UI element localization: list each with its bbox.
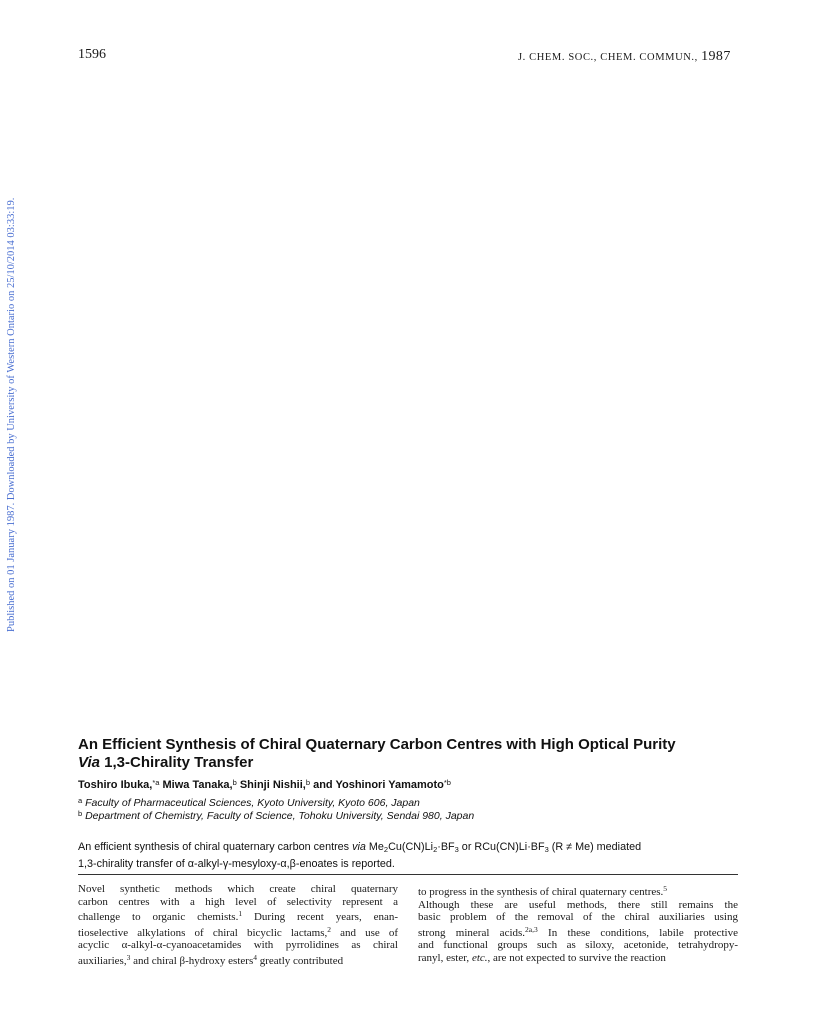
- body-text: ranyl, ester,: [418, 951, 472, 964]
- author-mark: b: [305, 778, 311, 787]
- body-text: auxiliaries,: [78, 954, 127, 967]
- affiliation-mark: b: [78, 809, 83, 818]
- reference-mark: 3: [126, 952, 131, 962]
- abstract: [78, 840, 738, 871]
- abstract-line-2: 1,3-chirality transfer of α-alkyl-γ-mesyloxy-α,β-enoates is reported.: [78, 858, 395, 870]
- body-line: carbon centres with a high level of selectivity represent a: [78, 895, 398, 908]
- reference-mark: 2: [327, 924, 331, 934]
- title-line-2-rest: 1,3-Chirality Transfer: [99, 754, 254, 771]
- body-text: challenge to organic chemists.: [78, 911, 239, 924]
- body-text: strong mineral acids.: [418, 926, 526, 939]
- body-column-right: [418, 883, 738, 965]
- body-italic: etc.: [471, 951, 488, 964]
- body-text: , are not expected to survive the reaction: [487, 951, 666, 964]
- author-mark: *a: [152, 778, 160, 787]
- author-name: and Yoshinori Yamamoto: [310, 779, 444, 791]
- abstract-text: An efficient synthesis of chiral quaternary carbon centres: [78, 841, 353, 853]
- body-text: greatly contributed: [256, 954, 344, 967]
- body-line: Although these are useful methods, there still remains the: [418, 898, 738, 911]
- abstract-text: Cu(CN)Li: [388, 841, 434, 853]
- abstract-text: ·BF: [437, 841, 455, 853]
- reference-mark: 2a,3: [525, 924, 538, 934]
- journal-name: J. CHEM. SOC., CHEM. COMMUN.,: [518, 52, 698, 63]
- body-line: basic problem of the removal of the chiral auxiliaries using: [418, 911, 738, 924]
- affiliation-a: [78, 796, 420, 809]
- affiliation-mark: a: [78, 796, 83, 805]
- body-line: and functional groups such as siloxy, acetonide, tetrahydropy-: [418, 939, 738, 952]
- title-line-1: An Efficient Synthesis of Chiral Quaternary Carbon Centres with High Optical Purity: [78, 736, 676, 753]
- abstract-text: Me: [365, 841, 384, 853]
- download-watermark: Published on 01 January 1987. Downloaded by University of Western Ontario on 25/10/2014 03:33:19.: [6, 197, 17, 632]
- body-text: and chiral β-hydroxy esters: [130, 954, 254, 967]
- affiliation-text: Department of Chemistry, Faculty of Science, Tohoku University, Sendai 980, Japan: [85, 810, 475, 822]
- body-text: and use of: [330, 926, 398, 939]
- abstract-text: (R ≠ Me) mediated: [548, 841, 642, 853]
- body-column-left: [78, 883, 398, 968]
- subscript: 3: [454, 845, 459, 854]
- subscript: 2: [433, 845, 438, 854]
- abstract-line-1: [78, 840, 738, 857]
- subscript: 3: [544, 845, 549, 854]
- running-head: [518, 49, 731, 65]
- title-line-2: [78, 754, 758, 772]
- section-rule: [78, 874, 738, 875]
- article-title: [78, 736, 758, 772]
- reference-mark: 4: [253, 952, 257, 962]
- body-text: During recent years, enan-: [242, 911, 398, 924]
- journal-year: 1987: [701, 49, 731, 64]
- affiliation-b: [78, 809, 474, 822]
- body-text: tioselective alkylations of chiral bicyclic lactams,: [78, 926, 328, 939]
- author-mark: b: [232, 778, 237, 787]
- body-text: to progress in the synthesis of chiral quaternary centres.: [418, 886, 664, 898]
- reference-mark: 1: [238, 909, 243, 919]
- abstract-via: via: [352, 841, 366, 853]
- reference-mark: 5: [663, 884, 668, 893]
- abstract-text: or RCu(CN)Li·BF: [458, 841, 545, 853]
- author-name: Shinji Nishii,: [236, 779, 306, 791]
- body-text: In these conditions, labile protective: [537, 926, 738, 939]
- body-line: [418, 924, 738, 940]
- body-line: acyclic α-alkyl-α-cyanoacetamides with pyrrolidines as chiral: [78, 939, 398, 952]
- author-mark: *b: [443, 778, 451, 787]
- title-via: Via: [78, 754, 100, 771]
- body-line: [418, 883, 738, 899]
- body-line: Novel synthetic methods which create chiral quaternary: [78, 883, 398, 895]
- body-line: [78, 952, 398, 968]
- author-name: Miwa Tanaka,: [159, 779, 233, 791]
- page-number: 1596: [78, 47, 106, 62]
- subscript: 2: [383, 845, 389, 854]
- body-line: [418, 952, 738, 965]
- affiliation-text: Faculty of Pharmaceutical Sciences, Kyoto University, Kyoto 606, Japan: [85, 797, 420, 809]
- body-line: [78, 924, 398, 940]
- body-line: [78, 908, 398, 924]
- author-list: [78, 778, 451, 791]
- author-name: Toshiro Ibuka,: [78, 779, 153, 791]
